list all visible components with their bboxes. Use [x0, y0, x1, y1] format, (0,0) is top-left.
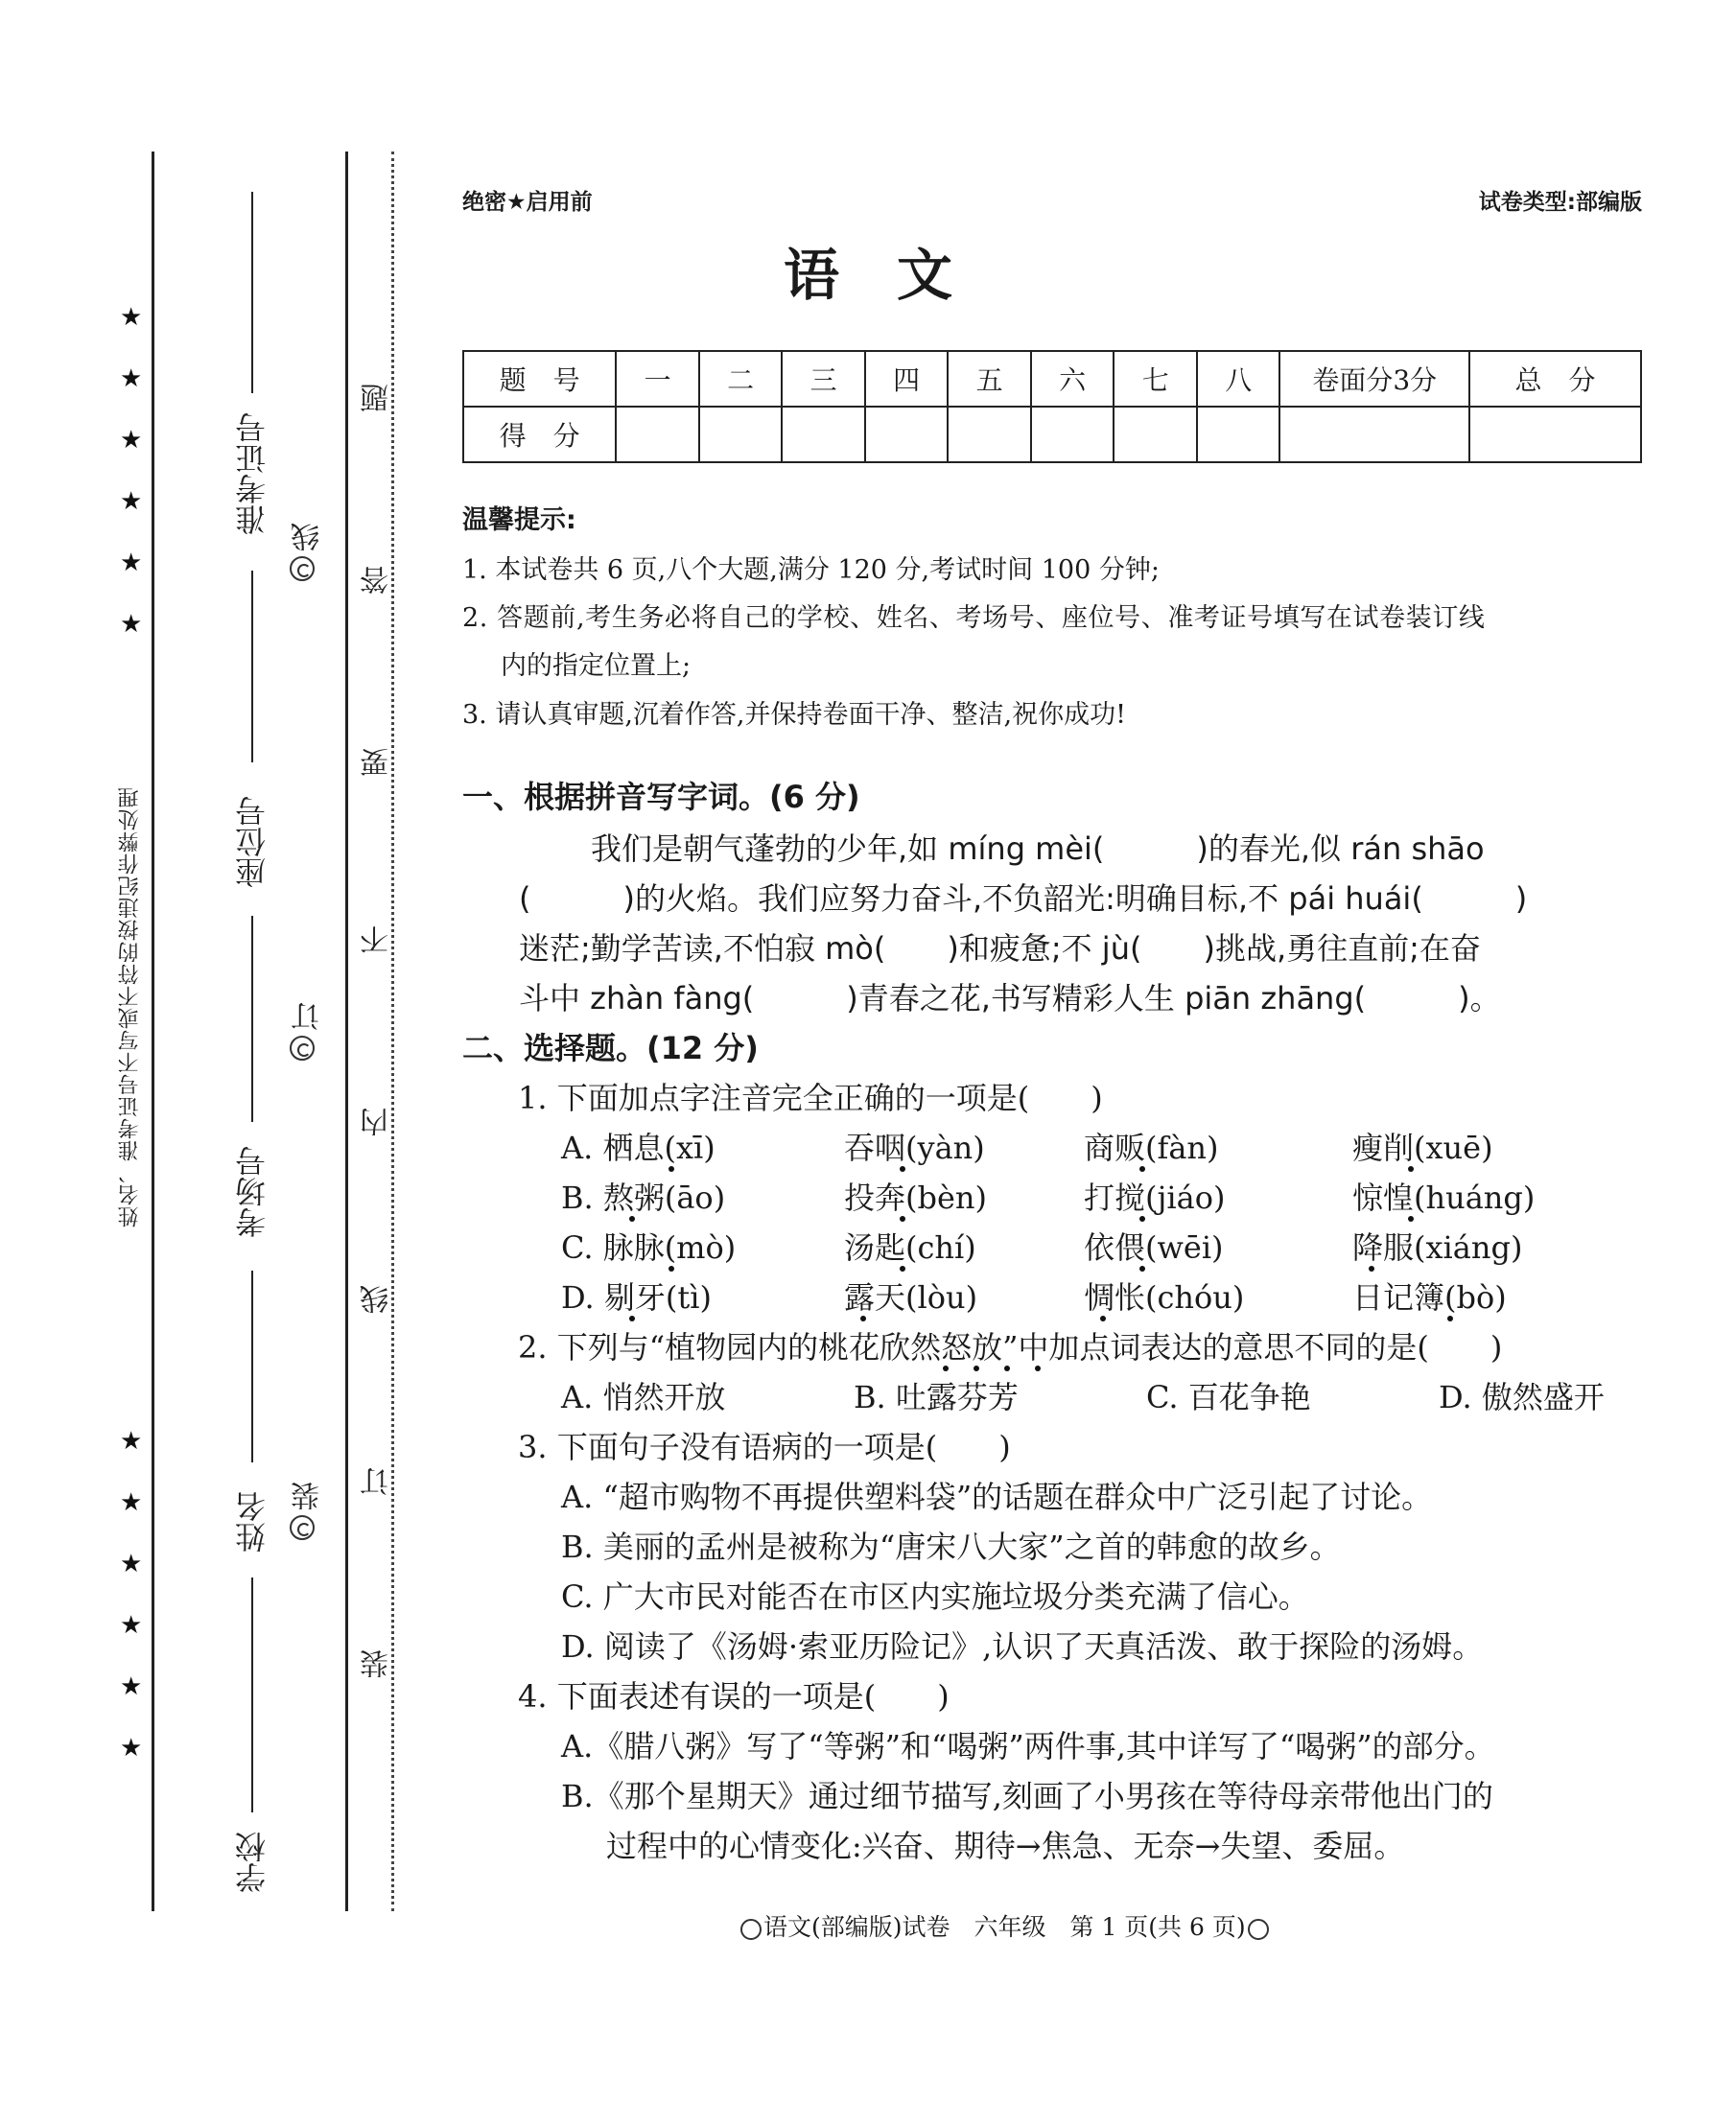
emphasis-dot [900, 1166, 905, 1172]
score-cell[interactable] [1031, 407, 1114, 462]
q1-option: 吞咽(yàn) [844, 1130, 985, 1166]
score-table-header-row [463, 351, 1641, 407]
q4-option-continued: 过程中的心情变化:兴奋、期待→焦急、无奈→失望、委屈。 [606, 1828, 1405, 1864]
school-label: 学校 [234, 1832, 270, 1893]
star-icon: ★ [120, 610, 143, 639]
star-icon: ★ [120, 1550, 143, 1578]
exam-number-label: 准考证号 [234, 412, 270, 535]
tips-title: 温馨提示: [462, 505, 576, 535]
q2-option: D. 傲然盛开 [1439, 1379, 1605, 1415]
mark-xian: 线 [292, 523, 325, 551]
seat-number-label: 座位号 [234, 796, 270, 888]
warning-char: 订 [361, 1467, 394, 1496]
q3-option: B. 美丽的孟州是被称为“唐宋八大家”之首的韩愈的故乡。 [561, 1529, 1341, 1565]
binding-outer-rule [152, 152, 154, 1911]
exam-room-blank [251, 1271, 253, 1462]
swirl-icon [290, 556, 315, 581]
section-1-line: 斗中 zhàn fàng( )青春之花,书写精彩人生 piān zhāng( )。 [519, 980, 1501, 1016]
q4-option: B.《那个星期天》通过细节描写,刻画了小男孩在等待母亲带他出门的 [561, 1778, 1493, 1814]
exam-room-label: 考场号 [234, 1146, 270, 1238]
q1-option: C. 脉脉(mò) [561, 1229, 737, 1266]
q2-option: B. 吐露芬芳 [854, 1379, 1019, 1415]
q3-option: C. 广大市民对能否在市区内实施垃圾分类充满了信心。 [561, 1578, 1309, 1615]
emphasis-dot [974, 1366, 979, 1371]
seat-number-blank [251, 916, 253, 1122]
swirl-icon [740, 1919, 762, 1940]
table-cell: 三 [782, 351, 865, 407]
score-cell[interactable] [865, 407, 949, 462]
emphasis-dot [1408, 1166, 1414, 1172]
mark-zhuang: 装 [292, 1482, 325, 1510]
q1-option: D. 剔牙(tì) [561, 1279, 712, 1316]
star-icon: ★ [120, 487, 143, 516]
emphasis-dot [1369, 1266, 1374, 1272]
tip-item: 3. 请认真审题,沉着作答,并保持卷面干净、整洁,祝你成功! [462, 700, 1126, 730]
section-1-title: 一、根据拼音写字词。(6 分) [462, 779, 860, 815]
emphasis-dot [1100, 1316, 1106, 1321]
emphasis-dot [1139, 1166, 1145, 1172]
emphasis-dot [629, 1216, 635, 1222]
emphasis-dot [1139, 1266, 1145, 1272]
q2-option: A. 悄然开放 [561, 1379, 726, 1415]
page-title: 语文 [783, 243, 1010, 308]
emphasis-dot [860, 1316, 866, 1321]
table-cell: 二 [699, 351, 783, 407]
q1-option: 惊惶(huáng) [1352, 1180, 1536, 1216]
q1-option: 汤匙(chí) [844, 1229, 976, 1266]
emphasis-dot [1139, 1216, 1145, 1222]
score-cell[interactable] [1197, 407, 1280, 462]
q4-option: A.《腊八粥》写了“等粥”和“喝粥”两件事,其中详写了“喝粥”的部分。 [561, 1728, 1495, 1764]
emphasis-dot [1004, 1366, 1010, 1371]
q3-option: A. “超市购物不再提供塑料袋”的话题在群众中广泛引起了讨论。 [561, 1479, 1433, 1515]
page-footer [739, 1908, 1271, 1943]
question-4-stem: 4. 下面表述有误的一项是( ) [518, 1678, 950, 1715]
q1-option: 露天(lòu) [844, 1279, 978, 1316]
star-icon: ★ [120, 1427, 143, 1456]
q1-option: 日记簿(bò) [1352, 1279, 1507, 1316]
confidential-label: 绝密★启用前 [462, 190, 593, 215]
score-cell[interactable] [1469, 407, 1641, 462]
footer-text: 语文(部编版)试卷 六年级 第 1 页(共 6 页) [763, 1913, 1246, 1941]
tip-item: 1. 本试卷共 6 页,八个大题,满分 120 分,考试时间 100 分钟; [462, 555, 1160, 585]
warning-char: 内 [361, 1108, 394, 1136]
star-icon: ★ [120, 426, 143, 455]
question-1-stem: 1. 下面加点字注音完全正确的一项是( ) [518, 1080, 1103, 1116]
q1-option: 商贩(fàn) [1084, 1130, 1219, 1166]
emphasis-dot [1035, 1366, 1041, 1371]
paper-type-label: 试卷类型:部编版 [1478, 190, 1642, 215]
table-cell: 卷面分3分 [1279, 351, 1469, 407]
score-cell[interactable] [948, 407, 1031, 462]
warning-char: 不 [361, 925, 394, 954]
score-cell[interactable] [782, 407, 865, 462]
section-1-line: 迷茫;勤学苦读,不怕寂 mò( )和疲惫;不 jù( )挑战,勇往直前;在奋 [519, 930, 1481, 967]
q1-option: 依偎(wēi) [1084, 1229, 1224, 1266]
emphasis-dot [1408, 1216, 1414, 1222]
warning-char: 题 [361, 384, 394, 412]
score-cell[interactable] [1279, 407, 1469, 462]
name-label: 姓名 [234, 1491, 270, 1553]
emphasis-dot [943, 1366, 949, 1371]
table-cell: 一 [616, 351, 699, 407]
star-icon: ★ [120, 303, 143, 332]
emphasis-dot [669, 1166, 674, 1172]
table-cell: 五 [948, 351, 1031, 407]
star-icon: ★ [120, 549, 143, 577]
emphasis-dot [629, 1316, 635, 1321]
section-2-title: 二、选择题。(12 分) [462, 1030, 759, 1066]
emphasis-dot [1447, 1316, 1453, 1321]
tip-item: 2. 答题前,考生务必将自己的学校、姓名、考场号、座位号、准考证号填写在试卷装订线 [462, 603, 1486, 633]
name-blank [251, 1577, 253, 1812]
star-icon: ★ [120, 1488, 143, 1517]
swirl-icon [1248, 1919, 1269, 1940]
tip-item: 内的指定位置上; [501, 651, 692, 681]
table-cell: 七 [1114, 351, 1197, 407]
question-3-stem: 3. 下面句子没有语病的一项是( ) [518, 1429, 1011, 1465]
table-cell: 得 分 [463, 407, 616, 462]
emphasis-dot [669, 1266, 674, 1272]
q3-option: D. 阅读了《汤姆·索亚历险记》,认识了天真活泼、敢于探险的汤姆。 [561, 1628, 1484, 1665]
star-icon: ★ [120, 1611, 143, 1640]
q2-option: C. 百花争艳 [1146, 1379, 1311, 1415]
star-icon: ★ [120, 1672, 143, 1701]
score-table-score-row [463, 407, 1641, 462]
warning-char: 答 [361, 566, 394, 595]
table-cell: 题 号 [463, 351, 616, 407]
binding-notice: 姓名、准考证号不写或不符的按违纪作弊处理 [118, 786, 142, 1227]
warning-char: 线 [361, 1285, 394, 1314]
warning-char: 要 [361, 748, 394, 777]
score-table [462, 350, 1642, 463]
table-cell: 四 [865, 351, 949, 407]
table-cell: 六 [1031, 351, 1114, 407]
binding-inner-rule [345, 152, 348, 1911]
mark-ding: 订 [292, 1002, 325, 1031]
exam-number-blank-lower [251, 571, 253, 762]
q1-option: 惆怅(chóu) [1084, 1279, 1245, 1316]
table-cell: 八 [1197, 351, 1280, 407]
score-cell[interactable] [1114, 407, 1197, 462]
emphasis-dot [900, 1216, 905, 1222]
q1-option: A. 栖息(xī) [561, 1130, 716, 1166]
question-2-stem: 2. 下列与“植物园内的桃花欣然怒放”中加点词表达的意思不同的是( ) [518, 1329, 1503, 1366]
q1-option: 降服(xiáng) [1352, 1229, 1523, 1266]
star-icon: ★ [120, 364, 143, 393]
swirl-icon [290, 1515, 315, 1540]
q1-option: 瘦削(xuē) [1352, 1130, 1493, 1166]
score-cell[interactable] [616, 407, 699, 462]
q1-option: 投奔(bèn) [844, 1180, 988, 1216]
warning-char: 装 [361, 1649, 394, 1678]
section-1-line: 我们是朝气蓬勃的少年,如 míng mèi( )的春光,似 rán shāo [591, 830, 1485, 867]
q1-option: B. 熬粥(āo) [561, 1180, 726, 1216]
table-cell: 总 分 [1469, 351, 1641, 407]
emphasis-dot [900, 1266, 905, 1272]
star-icon: ★ [120, 1734, 143, 1763]
swirl-icon [290, 1036, 315, 1061]
score-cell[interactable] [699, 407, 783, 462]
q1-option: 打搅(jiáo) [1084, 1180, 1226, 1216]
section-1-line: ( )的火焰。我们应努力奋斗,不负韶光:明确目标,不 pái huái( ) [519, 880, 1528, 917]
binding-dotted-cut-line [391, 152, 394, 1911]
